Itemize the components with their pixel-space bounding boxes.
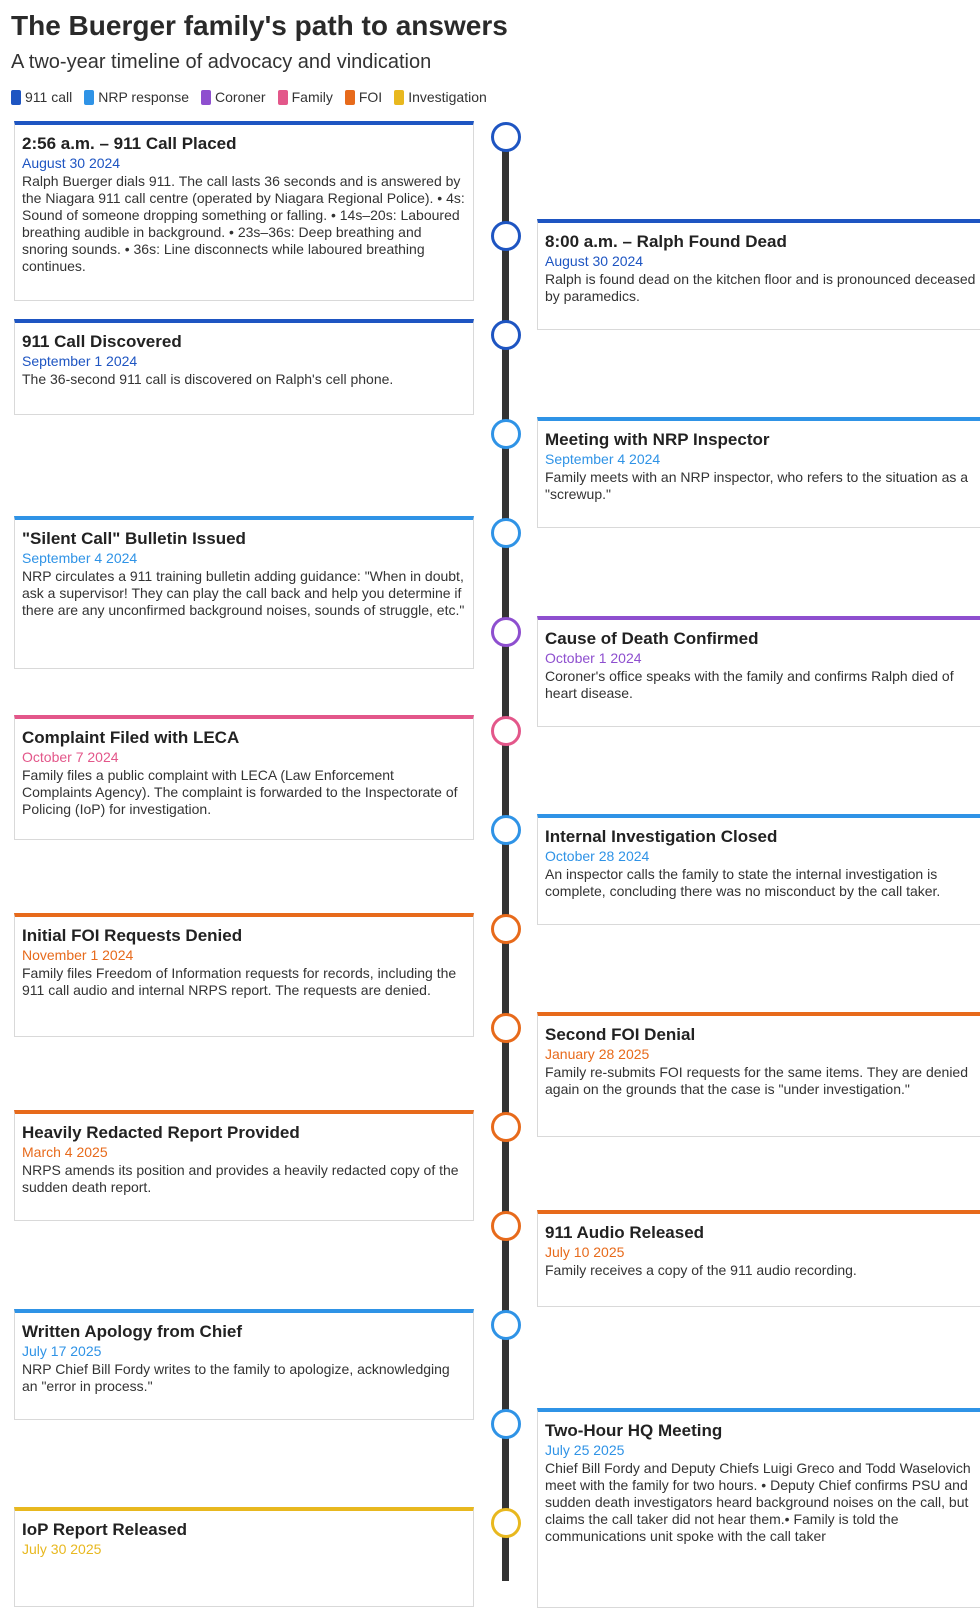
- event-card: [537, 814, 980, 925]
- event-title: Heavily Redacted Report Provided: [22, 1123, 300, 1142]
- event-card: [537, 616, 980, 727]
- page-subtitle: A two-year timeline of advocacy and vindication: [11, 51, 432, 73]
- legend-item-nrp: [84, 89, 189, 105]
- page-title: The Buerger family's path to answers: [11, 10, 508, 41]
- event-card: [537, 1012, 980, 1137]
- event-title: Written Apology from Chief: [22, 1322, 243, 1341]
- legend-label-911: 911 call: [25, 89, 73, 105]
- event-title: Meeting with NRP Inspector: [545, 430, 770, 449]
- timeline-node: [491, 1112, 521, 1142]
- timeline-node: [491, 1013, 521, 1043]
- legend-item-investigation: [394, 89, 487, 105]
- event-description: The 36-second 911 call is discovered on Ralph's cell phone.: [22, 371, 394, 387]
- legend-item-family: [278, 89, 333, 105]
- event-title: Cause of Death Confirmed: [545, 629, 759, 648]
- timeline-node: [491, 815, 521, 845]
- timeline-node: [491, 716, 521, 746]
- event-date: September 1 2024: [22, 353, 138, 369]
- event-title: Complaint Filed with LECA: [22, 728, 240, 747]
- event-description: Coroner's office speaks with the family and confirms Ralph died of heart disease.: [545, 668, 954, 701]
- timeline-node: [491, 1310, 521, 1340]
- event-title: IoP Report Released: [22, 1520, 188, 1539]
- legend-swatch-nrp: [84, 90, 94, 105]
- timeline-node: [491, 914, 521, 944]
- event-card: [14, 913, 474, 1037]
- event-title: 2:56 a.m. – 911 Call Placed: [22, 134, 237, 153]
- event-date: July 10 2025: [545, 1244, 625, 1260]
- legend-item-foi: [345, 89, 382, 105]
- event-card: [14, 1309, 474, 1420]
- timeline-node: [491, 221, 521, 251]
- legend-label-investigation: Investigation: [408, 89, 487, 105]
- event-date: July 30 2025: [22, 1541, 102, 1557]
- legend-label-coroner: Coroner: [215, 89, 266, 105]
- legend-swatch-investigation: [394, 90, 404, 105]
- event-card: [537, 1210, 980, 1307]
- event-description: NRPS amends its position and provides a heavily redacted copy of the sudden death report.: [22, 1162, 459, 1195]
- event-card: [14, 715, 474, 840]
- event-title: Second FOI Denial: [545, 1025, 696, 1044]
- event-title: "Silent Call" Bulletin Issued: [22, 529, 246, 548]
- timeline-node: [491, 617, 521, 647]
- event-card: [537, 219, 980, 330]
- event-date: January 28 2025: [545, 1046, 650, 1062]
- event-card: [537, 1408, 980, 1608]
- event-description: Family receives a copy of the 911 audio recording.: [545, 1262, 857, 1278]
- legend-item-coroner: [201, 89, 266, 105]
- event-date: August 30 2024: [22, 155, 121, 171]
- event-date: October 7 2024: [22, 749, 119, 765]
- event-date: July 17 2025: [22, 1343, 102, 1359]
- event-date: October 28 2024: [545, 848, 650, 864]
- event-description: NRP circulates a 911 training bulletin adding guidance: "When in doubt, ask a supervisor! They can play the call back and help you determine if there are any unconfirmed background noises, sounds of struggle, etc.": [22, 568, 465, 618]
- event-date: September 4 2024: [22, 550, 138, 566]
- event-card: [14, 1110, 474, 1221]
- legend-label-foi: FOI: [358, 89, 383, 105]
- event-description: Family files Freedom of Information requests for records, including the 911 call audio and internal NRPS report. The requests are denied.: [22, 965, 457, 998]
- legend-swatch-coroner: [201, 90, 211, 105]
- event-date: July 25 2025: [545, 1442, 625, 1458]
- legend: [11, 89, 487, 105]
- timeline-node: [491, 1409, 521, 1439]
- timeline-node: [491, 518, 521, 548]
- event-description: An inspector calls the family to state the internal investigation is complete, concluding there was no misconduct by the call taker.: [545, 866, 941, 899]
- event-description: Family files a public complaint with LECA (Law Enforcement Complaints Agency). The complaint is forwarded to the Inspectorate of Policing (IoP) for investigation.: [22, 767, 458, 817]
- legend-label-nrp: NRP response: [98, 89, 190, 105]
- event-date: August 30 2024: [545, 253, 644, 269]
- event-description: NRP Chief Bill Fordy writes to the family to apologize, acknowledging an "error in process.": [22, 1361, 450, 1394]
- legend-swatch-911: [11, 90, 21, 105]
- event-description: Chief Bill Fordy and Deputy Chiefs Luigi Greco and Todd Waselovich meet with the family for two hours. • Deputy Chief confirms PSU and sudden death investigators heard background noises on the call, but claims the call taker did not hear them.• Family is told the communications unit spoke with the call taker: [545, 1460, 971, 1544]
- event-date: March 4 2025: [22, 1144, 108, 1160]
- event-title: Initial FOI Requests Denied: [22, 926, 243, 945]
- event-description: Family re-submits FOI requests for the same items. They are denied again on the grounds that the case is "under investigation.": [545, 1064, 969, 1097]
- event-date: September 4 2024: [545, 451, 661, 467]
- legend-swatch-foi: [345, 90, 355, 105]
- event-description: Family meets with an NRP inspector, who refers to the situation as a "screwup.": [545, 469, 969, 502]
- event-title: 8:00 a.m. – Ralph Found Dead: [545, 232, 787, 251]
- event-date: October 1 2024: [545, 650, 642, 666]
- event-date: November 1 2024: [22, 947, 134, 963]
- event-title: 911 Call Discovered: [22, 332, 182, 351]
- timeline-node: [491, 1508, 521, 1538]
- event-title: 911 Audio Released: [545, 1223, 705, 1242]
- event-card: [14, 319, 474, 415]
- timeline-node: [491, 1211, 521, 1241]
- event-card: [14, 121, 474, 301]
- legend-item-911: [11, 89, 72, 105]
- event-description: Ralph Buerger dials 911. The call lasts 36 seconds and is answered by the Niagara 911 call centre (operated by Niagara Regional Police). • 4s: Sound of someone dropping something or falling. • 14s–20s: Laboured breathing audible in background. • 23s–36s: Deep breathing and snoring sounds. • 36s: Line disconnects while laboured breathing continues.: [22, 173, 465, 274]
- legend-swatch-family: [278, 90, 288, 105]
- event-title: Two-Hour HQ Meeting: [545, 1421, 723, 1440]
- event-card: [14, 1507, 474, 1607]
- timeline-node: [491, 122, 521, 152]
- event-card: [14, 516, 474, 669]
- timeline-node: [491, 320, 521, 350]
- event-title: Internal Investigation Closed: [545, 827, 778, 846]
- event-card: [537, 417, 980, 528]
- event-description: Ralph is found dead on the kitchen floor and is pronounced deceased by paramedics.: [545, 271, 976, 304]
- timeline-node: [491, 419, 521, 449]
- legend-label-family: Family: [291, 89, 333, 105]
